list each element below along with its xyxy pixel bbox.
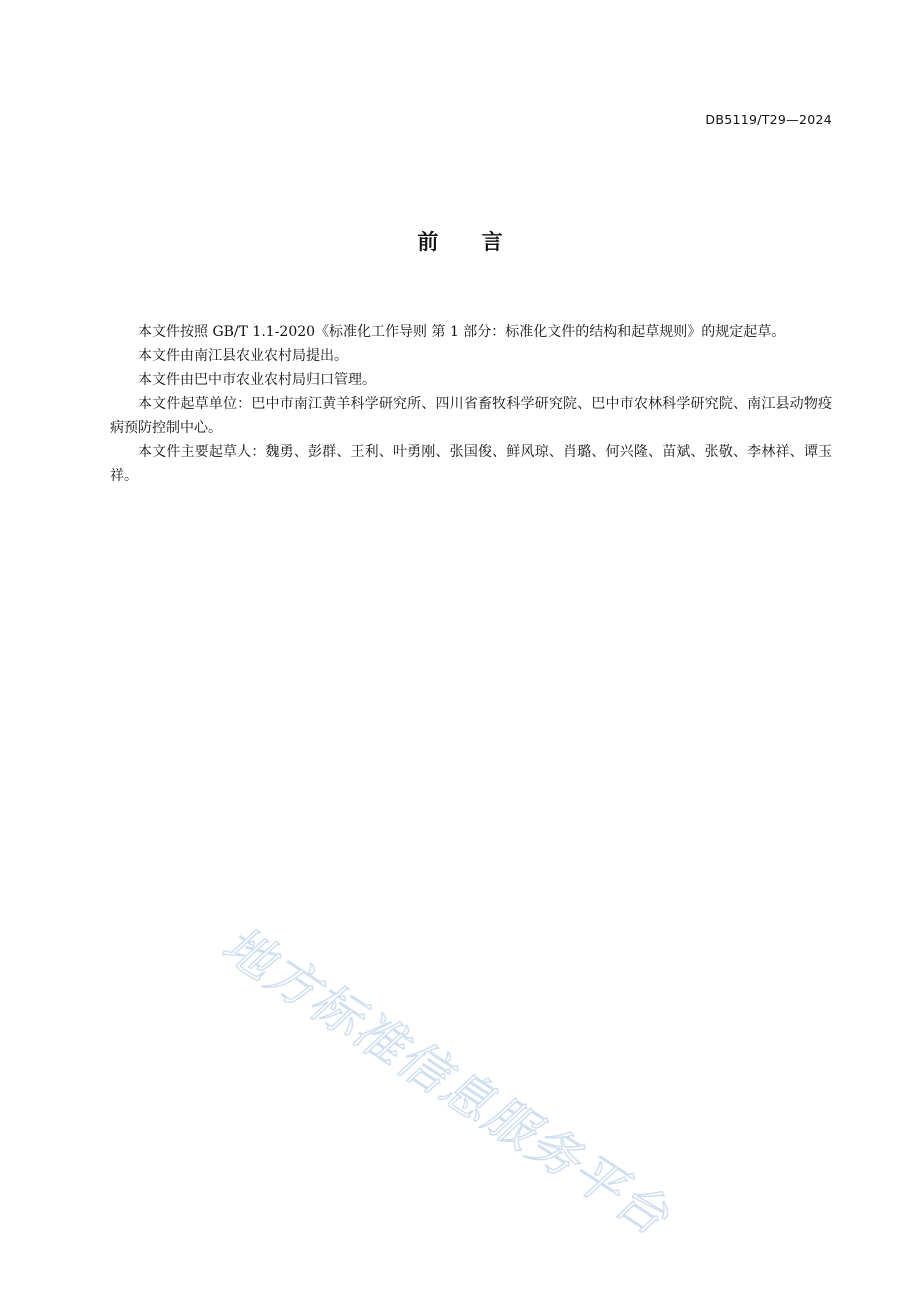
paragraph-drafting-units: 本文件起草单位：巴中市南江黄羊科学研究所、四川省畜牧科学研究院、巴中市农林科学研究院、南江县动物疫病预防控制中心。 bbox=[110, 396, 832, 436]
paragraph-drafters: 本文件主要起草人：魏勇、彭群、王利、叶勇刚、张国俊、鲜风琼、肖璐、何兴隆、苗斌、张敬、李林祥、谭玉祥。 bbox=[110, 444, 832, 484]
watermark: 地方标准信息服务平台 bbox=[212, 915, 680, 1247]
page-title: 前 言 bbox=[417, 230, 521, 254]
foreword-body bbox=[110, 320, 832, 488]
document-code: DB5119/T29—2024 bbox=[705, 112, 832, 127]
paragraph-administrator: 本文件由巴中市农业农村局归口管理。 bbox=[138, 372, 376, 388]
paragraph-proposer: 本文件由南江县农业农村局提出。 bbox=[138, 348, 348, 364]
paragraph-standard-basis: 本文件按照 GB/T 1.1-2020《标准化工作导则 第 1 部分：标准化文件的结构和起草规则》的规定起草。 bbox=[138, 324, 786, 340]
